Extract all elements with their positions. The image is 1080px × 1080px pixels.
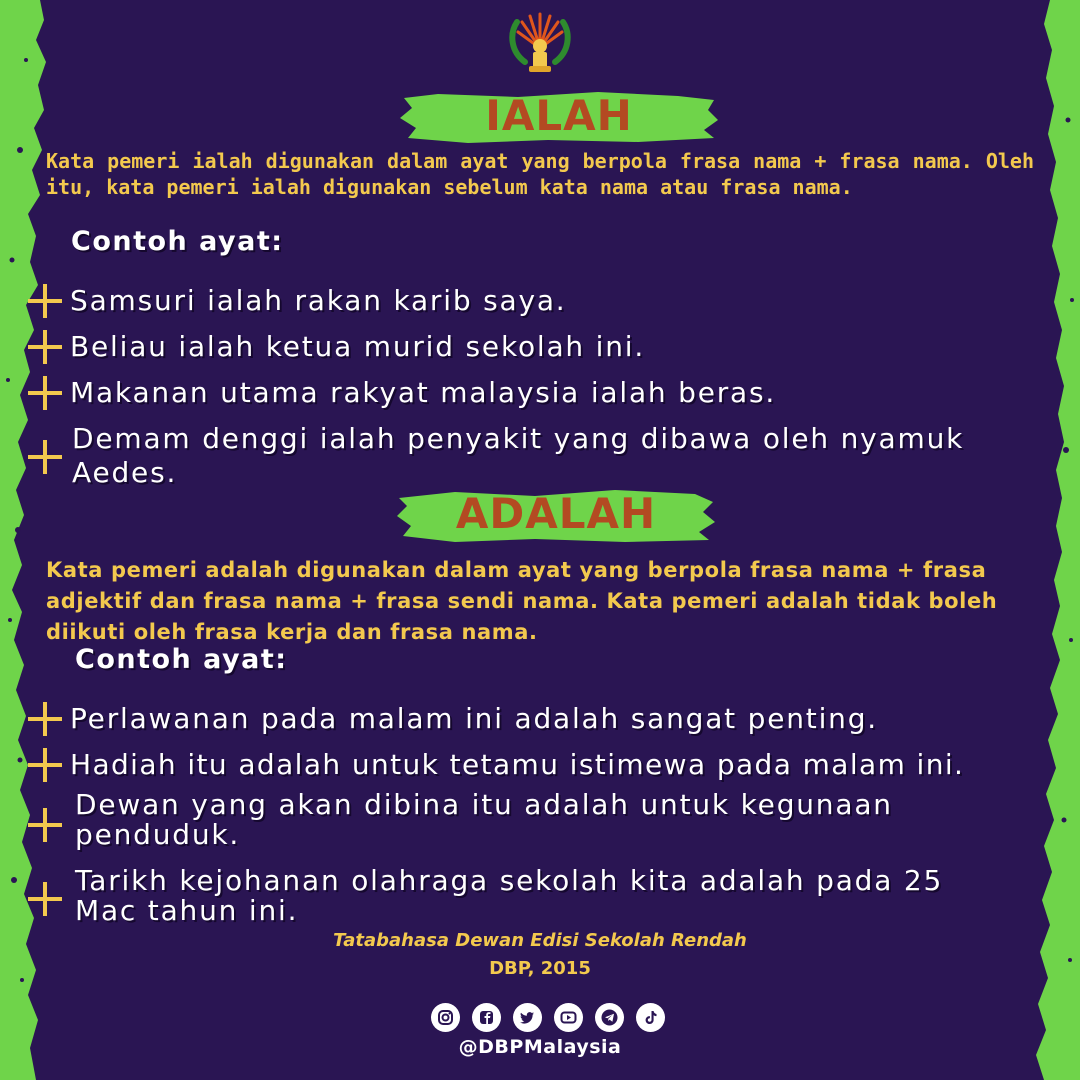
ialah-title-banner <box>398 88 720 146</box>
list-item: Dewan yang akan dibina itu adalah untuk kegunaan penduduk. <box>28 790 1038 850</box>
list-item: Tarikh kejohanan olahraga sekolah kita adalah pada 25 Mac tahun ini. <box>28 866 1038 926</box>
adalah-title-banner <box>395 484 717 546</box>
list-item: Beliau ialah ketua murid sekolah ini. <box>28 330 645 364</box>
plus-icon <box>28 376 62 410</box>
youtube-icon[interactable] <box>554 1003 583 1032</box>
list-item: Samsuri ialah rakan karib saya. <box>28 284 566 318</box>
social-icons-row <box>431 1003 665 1033</box>
social-handle: @DBPMalaysia <box>458 1036 622 1058</box>
ialah-title: IALAH <box>485 91 633 140</box>
adalah-examples-label: Contoh ayat: <box>75 644 288 675</box>
ialah-examples-label: Contoh ayat: <box>71 226 284 257</box>
twitter-icon[interactable] <box>513 1003 542 1032</box>
plus-icon <box>28 808 62 842</box>
list-item: Demam denggi ialah penyakit yang dibawa oleh nyamuk Aedes. <box>28 422 1038 490</box>
plus-icon <box>28 330 62 364</box>
plus-icon <box>28 882 62 916</box>
instagram-icon[interactable] <box>431 1003 460 1032</box>
adalah-description: Kata pemeri adalah digunakan dalam ayat yang berpola frasa nama + frasa adjektif dan frasa nama + frasa sendi nama. Kata pemeri adalah tidak boleh diikuti oleh frasa kerja dan frasa nama. <box>46 558 998 644</box>
list-item: Makanan utama rakyat malaysia ialah beras. <box>28 376 776 410</box>
ialah-description: Kata pemeri ialah digunakan dalam ayat yang berpola frasa nama + frasa nama. Oleh itu, kata pemeri ialah digunakan sebelum kata nama atau frasa nama. <box>46 149 1034 199</box>
list-item: Hadiah itu adalah untuk tetamu istimewa pada malam ini. <box>28 748 964 782</box>
plus-icon <box>28 440 62 474</box>
list-item: Perlawanan pada malam ini adalah sangat penting. <box>28 702 878 736</box>
plus-icon <box>28 284 62 318</box>
source-publisher: DBP, 2015 <box>489 958 591 979</box>
plus-icon <box>28 702 62 736</box>
tiktok-icon[interactable] <box>636 1003 665 1032</box>
adalah-title: ADALAH <box>455 489 657 538</box>
source-title: Tatabahasa Dewan Edisi Sekolah Rendah <box>333 930 747 951</box>
facebook-icon[interactable] <box>472 1003 501 1032</box>
dbp-logo <box>505 8 575 78</box>
telegram-icon[interactable] <box>595 1003 624 1032</box>
plus-icon <box>28 748 62 782</box>
